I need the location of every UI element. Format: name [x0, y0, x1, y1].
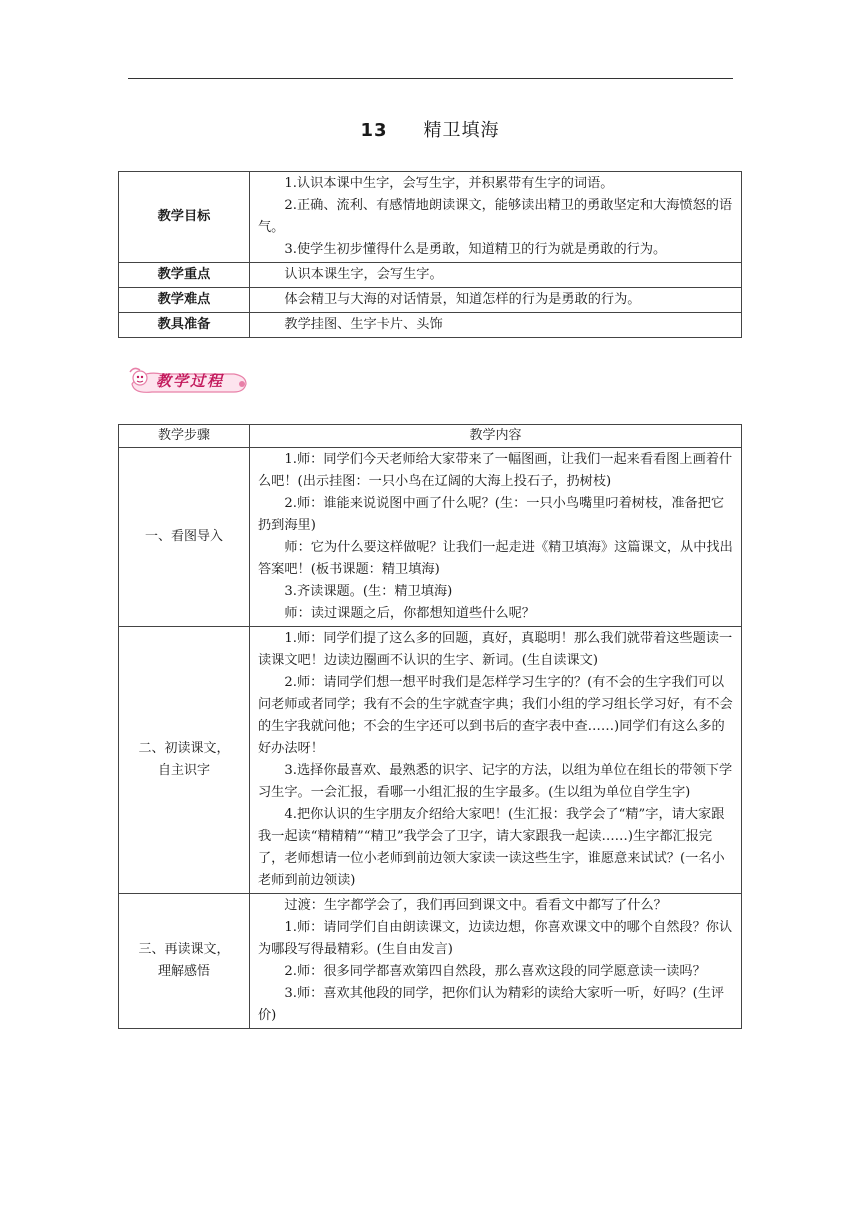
- goal-item: 2.正确、流利、有感情地朗读课文，能够读出精卫的勇敢坚定和大海愤怒的语气。: [258, 198, 733, 235]
- overview-row-difficulty: [119, 288, 742, 313]
- step-paragraph: 2.师：请同学们想一想平时我们是怎样学习生字的？(有不会的生字我们可以问老师或者同学；我有不会的生字就查字典；我们小组的学习组长学习好，有不会的生字我就问他；不会的生字还可以到书后的查字表中查……)同学们有这么多的好办法呀！: [258, 675, 733, 756]
- step-label: 一、看图导入: [119, 448, 250, 627]
- step-paragraph: 1.师：同学们今天老师给大家带来了一幅图画，让我们一起来看看图上画着什么吧！(出示挂图：一只小鸟在辽阔的大海上投石子，扔树枝): [258, 452, 733, 489]
- overview-table: [118, 171, 742, 338]
- badge-text: 教学过程: [156, 372, 225, 390]
- col-header-step: 教学步骤: [119, 425, 250, 448]
- goal-item: 1.认识本课中生字，会写生字，并积累带有生字的词语。: [284, 176, 614, 191]
- overview-label: 教学难点: [119, 288, 250, 313]
- process-row-2: [119, 627, 742, 894]
- overview-row-materials: [119, 313, 742, 338]
- col-header-content: 教学内容: [250, 425, 742, 448]
- overview-content: [250, 288, 742, 313]
- step-paragraph: 4.把你认识的生字朋友介绍给大家吧！(生汇报：我学会了“精”字，请大家跟我一起读“精精精”“精卫”我学会了卫字，请大家跟我一起读……)生字都汇报完了，老师想请一位小老师到前边领大家读一读这些生字，谁愿意来试试？(一名小老师到前边领读): [258, 807, 725, 888]
- lesson-title-text: 精卫填海: [423, 120, 500, 141]
- materials-text: 教学挂图、生字卡片、头饰: [284, 317, 443, 332]
- overview-content: [250, 313, 742, 338]
- step-content: [250, 627, 742, 894]
- overview-row-focus: [119, 263, 742, 288]
- step-paragraph: 1.师：请同学们自由朗读课文，边读边想，你喜欢课文中的哪个自然段？你认为哪段写得最精彩。(生自由发言): [258, 920, 733, 957]
- lesson-title: [0, 116, 860, 142]
- step-label: 二、初读课文， 自主识字: [119, 627, 250, 894]
- overview-label: 教学目标: [119, 172, 250, 263]
- step-paragraph: 2.师：谁能来说说图中画了什么呢？(生：一只小鸟嘴里叼着树枝，准备把它扔到海里): [258, 496, 725, 533]
- step-paragraph: 3.师：喜欢其他段的同学，把你们认为精彩的读给大家听一听，好吗？(生评价): [258, 986, 725, 1023]
- step-content: [250, 448, 742, 627]
- goal-item: 3.使学生初步懂得什么是勇敢，知道精卫的行为就是勇敢的行为。: [284, 242, 667, 257]
- overview-label: 教学重点: [119, 263, 250, 288]
- step-paragraph: 师：它为什么要这样做呢？让我们一起走进《精卫填海》这篇课文，从中找出答案吧！(板书课题：精卫填海): [258, 540, 733, 577]
- teaching-process-badge: [122, 364, 250, 398]
- process-table: [118, 424, 742, 1029]
- overview-content: [250, 263, 742, 288]
- step-content: [250, 894, 742, 1029]
- step-label: 三、再读课文， 理解感悟: [119, 894, 250, 1029]
- step-paragraph: 过渡：生字都学会了，我们再回到课文中。看看文中都写了什么？: [284, 898, 667, 913]
- overview-content: [250, 172, 742, 263]
- step-paragraph: 2.师：很多同学都喜欢第四自然段，那么喜欢这段的同学愿意读一读吗？: [284, 964, 706, 979]
- step-paragraph: 3.齐读课题。(生：精卫填海): [284, 584, 453, 599]
- difficulty-text: 体会精卫与大海的对话情景，知道怎样的行为是勇敢的行为。: [284, 292, 641, 307]
- process-row-3: [119, 894, 742, 1029]
- overview-row-goals: [119, 172, 742, 263]
- process-row-1: [119, 448, 742, 627]
- lesson-number: 13: [360, 120, 388, 141]
- header-rule: [128, 78, 733, 79]
- step-paragraph: 师：读过课题之后，你都想知道些什么呢？: [284, 606, 535, 621]
- focus-text: 认识本课生字，会写生字。: [284, 267, 443, 282]
- overview-label: 教具准备: [119, 313, 250, 338]
- step-paragraph: 3.选择你最喜欢、最熟悉的识字、记字的方法，以组为单位在组长的带领下学习生字。一会汇报，看哪一小组汇报的生字最多。(生以组为单位自学生字): [258, 763, 733, 800]
- step-paragraph: 1.师：同学们提了这么多的回题，真好，真聪明！那么我们就带着这些题读一读课文吧！边读边圈画不认识的生字、新词。(生自读课文): [258, 631, 733, 668]
- process-header-row: [119, 425, 742, 448]
